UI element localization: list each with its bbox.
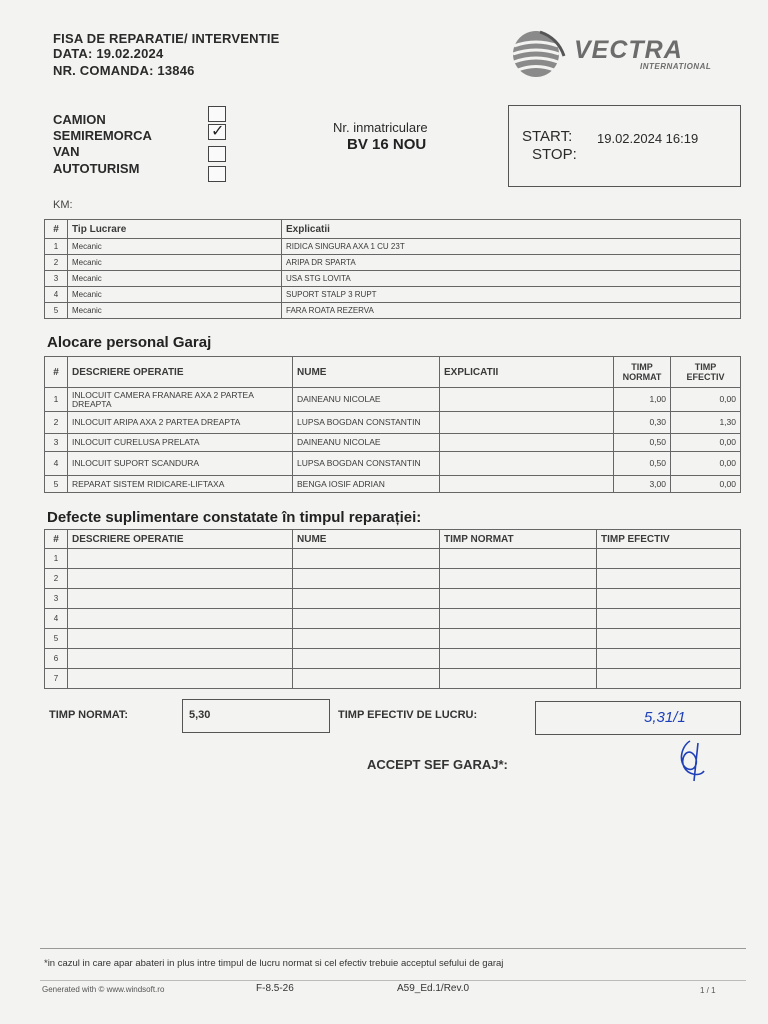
defects-col-name: NUME bbox=[293, 530, 440, 549]
table-row bbox=[45, 303, 741, 319]
footer-note: *in cazul in care apar abateri in plus intre timpul de lucru normat si cel efectiv trebuie acceptul sefului de garaj bbox=[44, 958, 504, 969]
order-number: NR. COMANDA: 13846 bbox=[53, 63, 195, 78]
work-explanation: RIDICA SINGURA AXA 1 CU 23T bbox=[282, 239, 741, 255]
work-type: Mecanic bbox=[68, 303, 282, 319]
logo-brand: VECTRA bbox=[574, 36, 683, 64]
defect-desc-cell[interactable] bbox=[68, 589, 293, 609]
defect-efectiv-cell[interactable] bbox=[597, 549, 741, 569]
footer-divider-2 bbox=[40, 980, 746, 981]
staff-table bbox=[44, 356, 741, 493]
vectra-logo bbox=[508, 28, 740, 84]
row-index: 4 bbox=[45, 452, 68, 476]
defect-desc-cell[interactable] bbox=[68, 609, 293, 629]
staff-col-index: # bbox=[45, 357, 68, 388]
table-row bbox=[45, 629, 741, 649]
defect-normat-cell[interactable] bbox=[440, 629, 597, 649]
defect-efectiv-cell[interactable] bbox=[597, 589, 741, 609]
defect-efectiv-cell[interactable] bbox=[597, 569, 741, 589]
time-efectiv: 1,30 bbox=[671, 412, 741, 434]
total-normat-label: TIMP NORMAT: bbox=[49, 709, 129, 721]
start-label: START: bbox=[522, 128, 573, 145]
defect-desc-cell[interactable] bbox=[68, 669, 293, 689]
works-col-explanation: Explicatii bbox=[282, 220, 741, 239]
table-row bbox=[45, 649, 741, 669]
row-index: 3 bbox=[45, 271, 68, 287]
accept-label: ACCEPT SEF GARAJ*: bbox=[367, 757, 508, 772]
work-type: Mecanic bbox=[68, 239, 282, 255]
row-index: 1 bbox=[45, 388, 68, 412]
operator-name: LUPSA BOGDAN CONSTANTIN bbox=[293, 452, 440, 476]
table-row bbox=[45, 589, 741, 609]
category-autoturism: AUTOTURISM bbox=[53, 161, 140, 176]
defect-name-cell[interactable] bbox=[293, 629, 440, 649]
row-index: 2 bbox=[45, 255, 68, 271]
defect-name-cell[interactable] bbox=[293, 549, 440, 569]
checkbox-semiremorca[interactable] bbox=[208, 124, 226, 140]
operation-explanation bbox=[440, 388, 614, 412]
category-van: VAN bbox=[53, 144, 80, 159]
table-row bbox=[45, 609, 741, 629]
staff-col-efectiv: TIMP EFECTIV bbox=[671, 357, 741, 388]
defect-desc-cell[interactable] bbox=[68, 549, 293, 569]
table-row bbox=[45, 452, 741, 476]
operation-desc: INLOCUIT ARIPA AXA 2 PARTEA DREAPTA bbox=[68, 412, 293, 434]
defect-efectiv-cell[interactable] bbox=[597, 649, 741, 669]
work-explanation: SUPORT STALP 3 RUPT bbox=[282, 287, 741, 303]
row-index: 2 bbox=[45, 569, 68, 589]
defect-desc-cell[interactable] bbox=[68, 569, 293, 589]
time-normat: 3,00 bbox=[614, 476, 671, 493]
operation-explanation bbox=[440, 412, 614, 434]
total-efectiv-handwritten: 5,31/1 bbox=[644, 709, 686, 726]
operation-desc: REPARAT SISTEM RIDICARE-LIFTAXA bbox=[68, 476, 293, 493]
defect-name-cell[interactable] bbox=[293, 569, 440, 589]
defect-normat-cell[interactable] bbox=[440, 589, 597, 609]
footer-generated: Generated with © www.windsoft.ro bbox=[42, 985, 165, 994]
operator-name: LUPSA BOGDAN CONSTANTIN bbox=[293, 412, 440, 434]
row-index: 1 bbox=[45, 549, 68, 569]
registration-value: BV 16 NOU bbox=[347, 136, 427, 153]
checkbox-camion[interactable] bbox=[208, 106, 226, 122]
work-type: Mecanic bbox=[68, 255, 282, 271]
row-index: 5 bbox=[45, 629, 68, 649]
table-row bbox=[45, 271, 741, 287]
checkbox-autoturism[interactable] bbox=[208, 166, 226, 182]
work-explanation: USA STG LOVITA bbox=[282, 271, 741, 287]
footer-divider bbox=[40, 948, 746, 949]
total-efectiv-field[interactable] bbox=[535, 701, 741, 735]
table-row bbox=[45, 669, 741, 689]
total-normat-field[interactable] bbox=[182, 699, 330, 733]
defect-normat-cell[interactable] bbox=[440, 649, 597, 669]
staff-col-explanation: EXPLICATII bbox=[440, 357, 614, 388]
table-row bbox=[45, 434, 741, 452]
table-row bbox=[45, 412, 741, 434]
checkbox-van[interactable] bbox=[208, 146, 226, 162]
form-date: DATA: 19.02.2024 bbox=[53, 46, 164, 61]
row-index: 4 bbox=[45, 609, 68, 629]
defects-col-normat: TIMP NORMAT bbox=[440, 530, 597, 549]
work-type: Mecanic bbox=[68, 271, 282, 287]
operation-desc: INLOCUIT SUPORT SCANDURA bbox=[68, 452, 293, 476]
operation-explanation bbox=[440, 476, 614, 493]
row-index: 3 bbox=[45, 434, 68, 452]
defect-normat-cell[interactable] bbox=[440, 549, 597, 569]
table-row bbox=[45, 549, 741, 569]
row-index: 4 bbox=[45, 287, 68, 303]
operation-desc: INLOCUIT CAMERA FRANARE AXA 2 PARTEA DREAPTA bbox=[68, 388, 293, 412]
time-normat: 0,50 bbox=[614, 452, 671, 476]
operator-name: BENGA IOSIF ADRIAN bbox=[293, 476, 440, 493]
operation-explanation bbox=[440, 434, 614, 452]
table-row bbox=[45, 287, 741, 303]
table-row bbox=[45, 476, 741, 493]
row-index: 5 bbox=[45, 303, 68, 319]
time-efectiv: 0,00 bbox=[671, 452, 741, 476]
staff-col-operation: DESCRIERE OPERATIE bbox=[68, 357, 293, 388]
row-index: 5 bbox=[45, 476, 68, 493]
defect-desc-cell[interactable] bbox=[68, 649, 293, 669]
table-row bbox=[45, 388, 741, 412]
footer-page: 1 / 1 bbox=[700, 986, 716, 995]
row-index: 3 bbox=[45, 589, 68, 609]
works-col-type: Tip Lucrare bbox=[68, 220, 282, 239]
defect-name-cell[interactable] bbox=[293, 649, 440, 669]
row-index: 6 bbox=[45, 649, 68, 669]
table-row bbox=[45, 239, 741, 255]
registration-label: Nr. inmatriculare bbox=[333, 120, 428, 135]
time-efectiv: 0,00 bbox=[671, 476, 741, 493]
start-value: 19.02.2024 16:19 bbox=[597, 131, 699, 146]
works-table bbox=[44, 219, 741, 319]
operation-desc: INLOCUIT CURELUSA PRELATA bbox=[68, 434, 293, 452]
defects-section-title: Defecte suplimentare constatate în timpul reparației: bbox=[47, 509, 422, 526]
staff-section-title: Alocare personal Garaj bbox=[47, 334, 212, 351]
time-efectiv: 0,00 bbox=[671, 434, 741, 452]
works-header-row bbox=[45, 220, 741, 239]
operation-explanation bbox=[440, 452, 614, 476]
work-type: Mecanic bbox=[68, 287, 282, 303]
category-camion: CAMION bbox=[53, 112, 106, 127]
row-index: 7 bbox=[45, 669, 68, 689]
signature-icon bbox=[670, 737, 710, 787]
defects-col-efectiv: TIMP EFECTIV bbox=[597, 530, 741, 549]
category-semiremorca: SEMIREMORCA bbox=[53, 128, 152, 143]
globe-icon bbox=[508, 28, 568, 80]
defect-desc-cell[interactable] bbox=[68, 629, 293, 649]
time-normat: 0,50 bbox=[614, 434, 671, 452]
defect-efectiv-cell[interactable] bbox=[597, 629, 741, 649]
table-row bbox=[45, 569, 741, 589]
work-explanation: FARA ROATA REZERVA bbox=[282, 303, 741, 319]
defect-normat-cell[interactable] bbox=[440, 569, 597, 589]
defect-name-cell[interactable] bbox=[293, 609, 440, 629]
defect-name-cell[interactable] bbox=[293, 669, 440, 689]
defect-normat-cell[interactable] bbox=[440, 609, 597, 629]
defects-col-index: # bbox=[45, 530, 68, 549]
footer-code-2: A59_Ed.1/Rev.0 bbox=[397, 983, 470, 994]
defect-name-cell[interactable] bbox=[293, 589, 440, 609]
stop-label: STOP: bbox=[532, 146, 577, 163]
form-title: FISA DE REPARATIE/ INTERVENTIE bbox=[53, 31, 280, 46]
defect-efectiv-cell[interactable] bbox=[597, 609, 741, 629]
work-explanation: ARIPA DR SPARTA bbox=[282, 255, 741, 271]
table-row bbox=[45, 255, 741, 271]
total-normat-value: 5,30 bbox=[189, 709, 211, 721]
defect-efectiv-cell[interactable] bbox=[597, 669, 741, 689]
defects-header-row bbox=[45, 530, 741, 549]
defects-col-operation: DESCRIERE OPERATIE bbox=[68, 530, 293, 549]
time-normat: 1,00 bbox=[614, 388, 671, 412]
start-stop-box bbox=[508, 105, 741, 187]
operator-name: DAINEANU NICOLAE bbox=[293, 388, 440, 412]
footer-code-1: F-8.5-26 bbox=[256, 983, 294, 994]
staff-header-row bbox=[45, 357, 741, 388]
check-icon: ✓ bbox=[211, 123, 225, 140]
row-index: 2 bbox=[45, 412, 68, 434]
defects-table bbox=[44, 529, 741, 689]
works-col-index: # bbox=[45, 220, 68, 239]
operator-name: DAINEANU NICOLAE bbox=[293, 434, 440, 452]
staff-col-name: NUME bbox=[293, 357, 440, 388]
defect-normat-cell[interactable] bbox=[440, 669, 597, 689]
time-efectiv: 0,00 bbox=[671, 388, 741, 412]
staff-col-normat: TIMP NORMAT bbox=[614, 357, 671, 388]
total-efectiv-label: TIMP EFECTIV DE LUCRU: bbox=[338, 709, 478, 721]
km-label: KM: bbox=[53, 199, 73, 211]
row-index: 1 bbox=[45, 239, 68, 255]
time-normat: 0,30 bbox=[614, 412, 671, 434]
logo-sub: INTERNATIONAL bbox=[640, 62, 712, 71]
